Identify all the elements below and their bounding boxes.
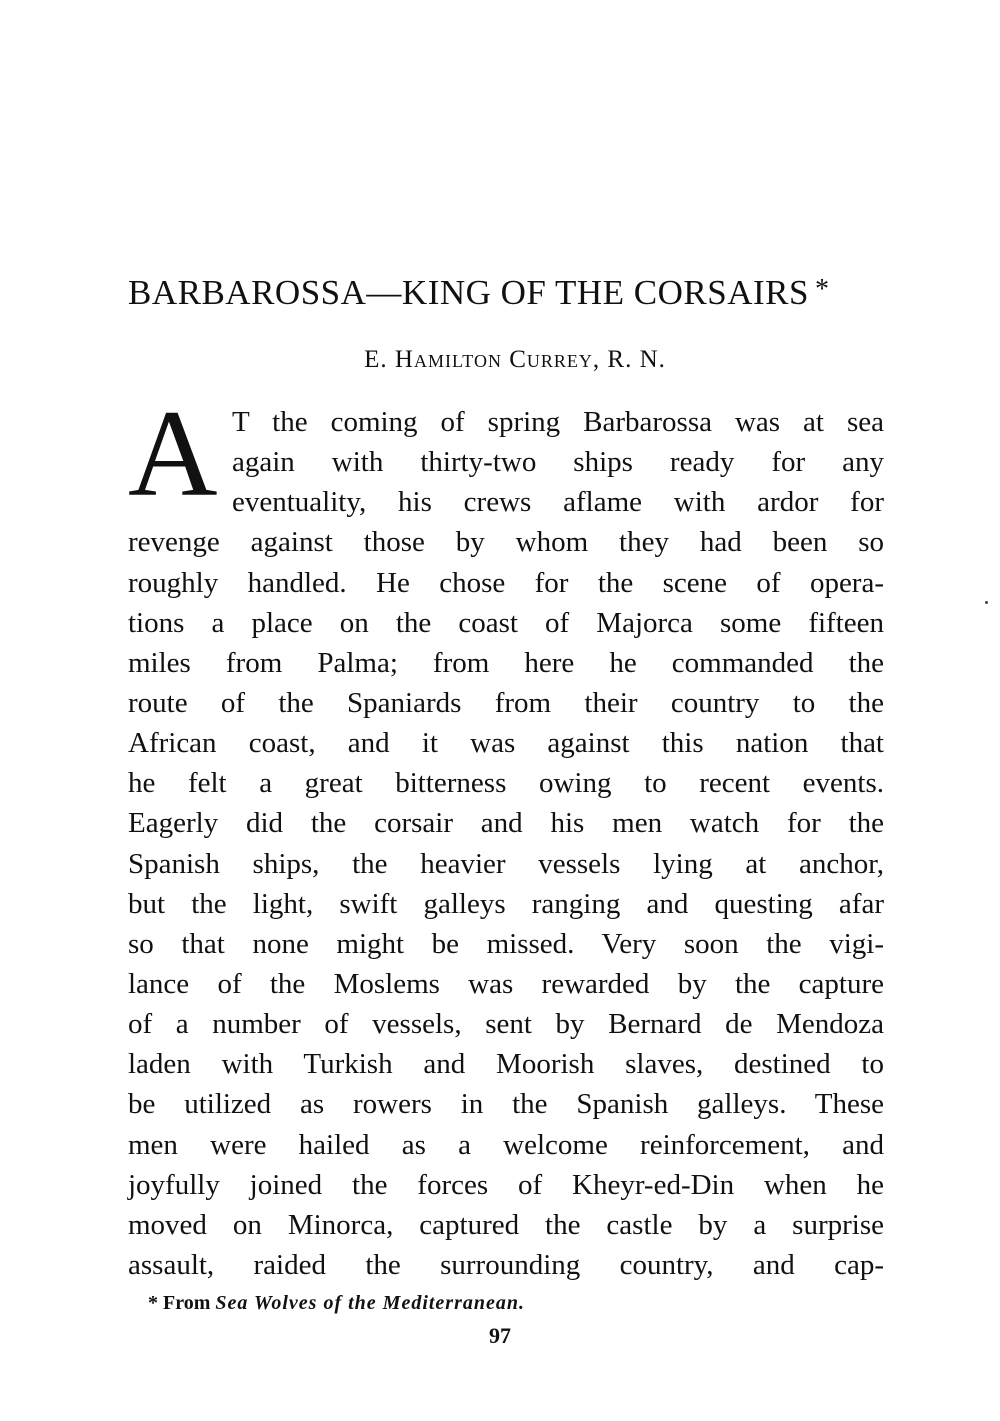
text-line: eventuality, his crews aflame with ardor for [232,486,884,519]
text-line: laden with Turkish and Moorish slaves, destined to [128,1048,884,1081]
text-line: Eagerly did the corsair and his men watch for the [128,807,884,840]
text-line: of a number of vessels, sent by Bernard de Mendoza [128,1008,884,1041]
page-number: 97 [489,1323,511,1348]
text-line: assault, raided the surrounding country, and cap- [128,1248,884,1281]
text-line: be utilized as rowers in the Spanish galleys. These [128,1088,884,1121]
text-line: joyfully joined the forces of Kheyr-ed-Din when he [128,1168,884,1201]
text-line: he felt a great bitterness owing to recent events. [128,767,884,800]
text-line: Spanish ships, the heavier vessels lying at anchor, [128,847,884,880]
text-line: but the light, swift galleys ranging and questing afar [128,887,884,920]
footnote-prefix: From [163,1292,211,1314]
text-line: African coast, and it was against this nation that [128,727,884,760]
title-footnote-mark: * [814,274,830,305]
footnote-mark: * [148,1292,158,1314]
text-line: miles from Palma; from here he commanded the [128,646,884,679]
text-line: again with thirty-two ships ready for any [232,446,884,479]
body-text [128,385,884,1285]
text-line: route of the Spaniards from their country to the [128,686,884,719]
author-byline: E. Hamilton Currey, R. N. [364,346,666,373]
text-line: men were hailed as a welcome reinforcement, and [128,1128,884,1161]
text-line: T the coming of spring Barbarossa was at sea [232,406,884,438]
drop-cap: A [128,385,218,522]
text-line: so that none might be missed. Very soon the vigi- [128,927,884,960]
footnote [148,1290,525,1316]
footnote-source: Sea Wolves of the Mediterranean. [215,1292,525,1314]
chapter-title-text: BARBAROSSA—KING OF THE CORSAIRS [128,273,809,312]
text-line: roughly handled. He chose for the scene of opera- [128,566,884,599]
text-line: tions a place on the coast of Majorca some fifteen [128,606,884,639]
chapter-title [128,266,888,317]
print-speck [985,601,988,604]
text-line: moved on Minorca, captured the castle by a surprise [128,1208,884,1241]
text-line: revenge against those by whom they had been so [128,526,884,559]
text-line: lance of the Moslems was rewarded by the capture [128,967,884,1000]
